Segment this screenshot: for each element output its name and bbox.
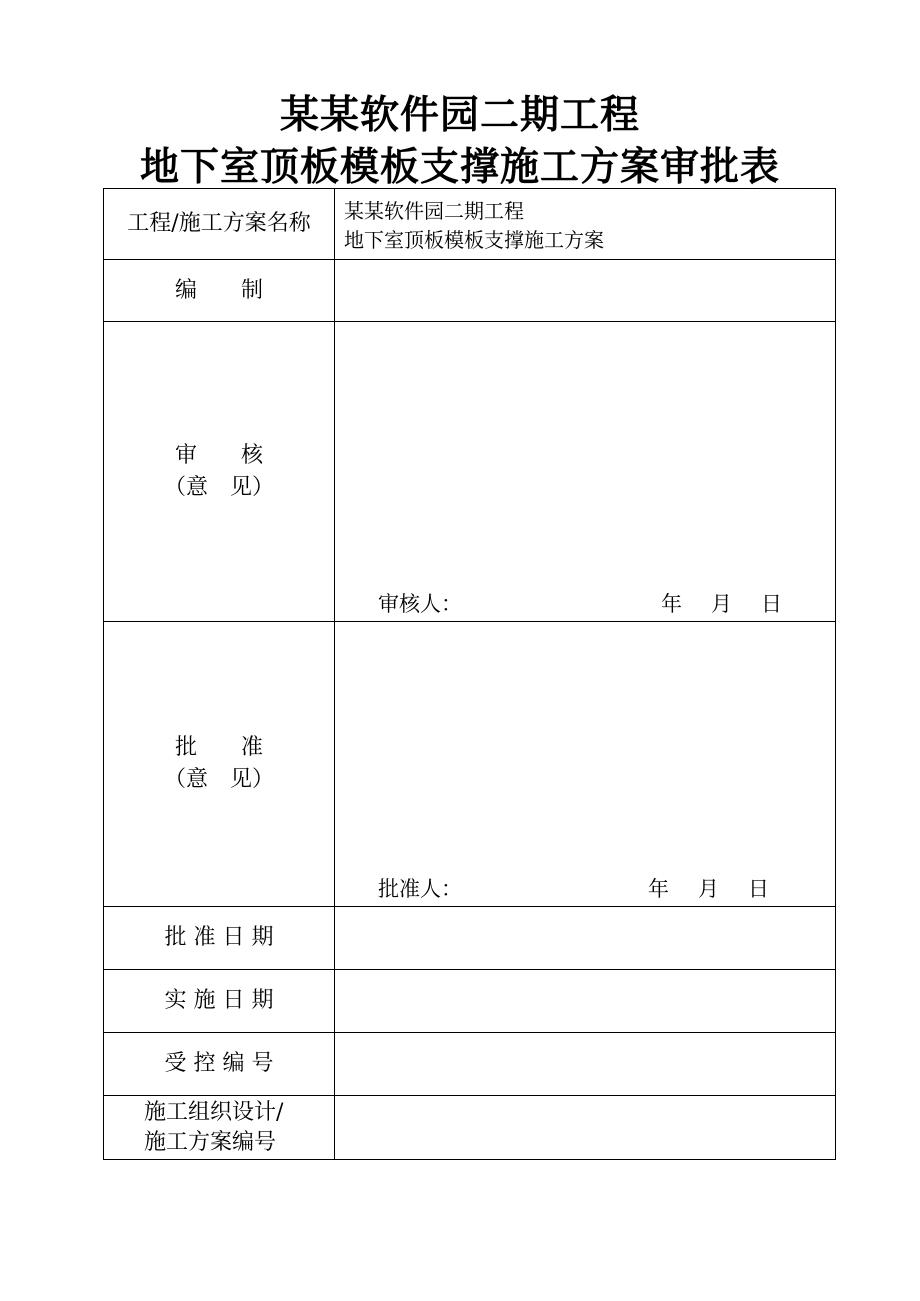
implementation-date-field[interactable]	[336, 970, 835, 1032]
approve-row	[104, 622, 835, 907]
plan-number-label-line2: 施工方案编号	[144, 1129, 277, 1155]
project-name-row	[104, 189, 835, 260]
review-row	[104, 322, 835, 622]
reviewer-signature-label: 审核人：	[378, 592, 462, 616]
approval-date-label-text: 批 准 日 期	[164, 925, 274, 950]
approval-date-field[interactable]	[336, 907, 835, 969]
control-number-field[interactable]	[336, 1033, 835, 1095]
review-label	[104, 322, 335, 621]
approve-label	[104, 622, 335, 906]
approval-form-table	[103, 188, 836, 1160]
project-name-value-line2: 地下室顶板模板支撑施工方案	[344, 228, 604, 252]
control-number-label	[104, 1033, 335, 1095]
document-title-line1: 某某软件园二期工程	[279, 93, 640, 138]
plan-number-field[interactable]	[336, 1096, 835, 1159]
compile-field[interactable]	[336, 260, 835, 321]
approve-label-line1: 批 准	[174, 735, 263, 760]
approver-signature-label: 批准人：	[378, 877, 462, 901]
review-label-line2: （意 见）	[163, 474, 274, 500]
plan-number-row	[104, 1096, 835, 1159]
compile-label-text: 编 制	[174, 277, 263, 303]
plan-number-label	[104, 1096, 335, 1159]
approval-date-label	[104, 907, 335, 969]
approve-day-label: 日	[748, 877, 769, 901]
project-name-value-line1: 某某软件园二期工程	[344, 199, 524, 223]
approve-month-label: 月	[698, 877, 719, 901]
project-name-label-text: 工程/施工方案名称	[127, 211, 311, 236]
implementation-date-label-text: 实 施 日 期	[164, 988, 274, 1013]
compile-label	[104, 260, 335, 321]
approval-date-row	[104, 907, 835, 970]
control-number-label-text: 受 控 编 号	[164, 1051, 274, 1076]
review-label-line1: 审 核	[174, 442, 263, 468]
implementation-date-label	[104, 970, 335, 1032]
review-month-label: 月	[711, 592, 732, 616]
document-title-line2: 地下室顶板模板支撑施工方案审批表	[139, 145, 780, 190]
review-opinion-field[interactable]	[336, 322, 835, 621]
approve-year-label: 年	[648, 877, 669, 901]
control-number-row	[104, 1033, 835, 1096]
project-name-value[interactable]	[336, 189, 835, 259]
review-day-label: 日	[761, 592, 782, 616]
compile-row	[104, 260, 835, 322]
approve-label-line2: （意 见）	[163, 767, 274, 792]
approve-opinion-field[interactable]	[336, 622, 835, 906]
project-name-label	[104, 189, 335, 259]
implementation-date-row	[104, 970, 835, 1033]
plan-number-label-line1: 施工组织设计/	[144, 1099, 284, 1125]
review-year-label: 年	[661, 592, 682, 616]
